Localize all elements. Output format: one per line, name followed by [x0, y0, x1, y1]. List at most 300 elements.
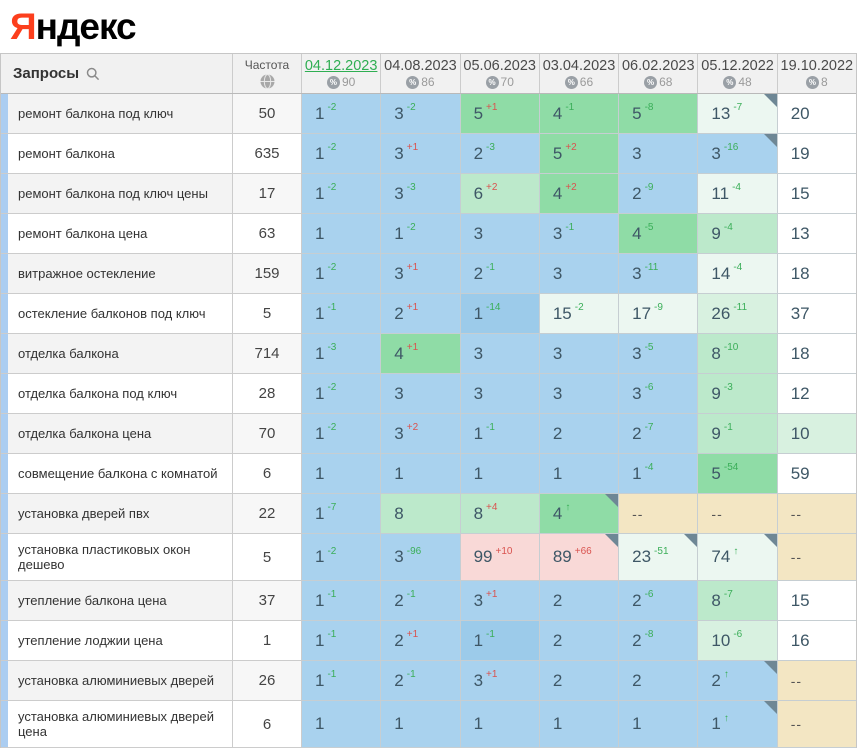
search-icon[interactable]: [86, 67, 100, 81]
position-cell[interactable]: [302, 581, 381, 621]
date-column-header[interactable]: [302, 54, 381, 93]
position-cell[interactable]: [540, 94, 619, 134]
position-cell[interactable]: [778, 414, 856, 454]
position-cell[interactable]: [778, 534, 856, 581]
row-accent-strip[interactable]: [1, 374, 8, 413]
visibility-percent-value: 86: [421, 75, 435, 89]
query-cell[interactable]: [1, 494, 233, 534]
date-column-header[interactable]: [461, 54, 540, 93]
position-cell[interactable]: [619, 94, 698, 134]
position-cell[interactable]: [461, 174, 540, 214]
position-value: 1: [315, 263, 325, 283]
position-cell[interactable]: [461, 494, 540, 534]
position-cell[interactable]: [619, 174, 698, 214]
position-cell[interactable]: [619, 374, 698, 414]
query-label: ремонт балкона: [18, 146, 115, 161]
position-delta: +1: [486, 102, 498, 113]
snippet-corner-marker-icon[interactable]: [764, 661, 777, 674]
position-cell[interactable]: [381, 661, 460, 701]
position-cell[interactable]: [619, 454, 698, 494]
frequency-value: 70: [233, 414, 302, 454]
row-accent-strip[interactable]: [1, 254, 8, 293]
position-delta: -8: [644, 629, 654, 640]
position-value: 1: [315, 103, 325, 123]
date-column-header[interactable]: [381, 54, 460, 93]
position-cell[interactable]: [302, 254, 381, 294]
position-cell[interactable]: [698, 581, 777, 621]
date-link[interactable]: 19.10.2022: [780, 58, 854, 74]
visibility-percent-value: 48: [738, 75, 752, 89]
position-value: 3: [552, 343, 563, 363]
position-delta: -2: [327, 382, 337, 393]
position-delta: -11: [644, 262, 659, 273]
frequency-value: 28: [233, 374, 302, 414]
position-cell[interactable]: [461, 414, 540, 454]
query-cell[interactable]: [1, 254, 233, 294]
snippet-corner-marker-icon[interactable]: [605, 494, 618, 507]
frequency-value: 159: [233, 254, 302, 294]
row-accent-strip[interactable]: [1, 174, 8, 213]
position-cell[interactable]: [302, 621, 381, 661]
position-cell[interactable]: [619, 494, 698, 534]
query-label: остекление балконов под ключ: [18, 306, 206, 321]
frequency-column-header[interactable]: [233, 54, 302, 93]
position-value: 1: [394, 223, 404, 243]
position-value: 3: [473, 383, 484, 403]
date-link[interactable]: 05.06.2023: [463, 58, 536, 74]
position-delta: -4: [732, 182, 741, 193]
position-delta: -2: [327, 182, 337, 193]
frequency-value: 6: [233, 701, 302, 748]
query-label: ремонт балкона под ключ цены: [18, 186, 208, 201]
position-cell[interactable]: [461, 94, 540, 134]
position-cell[interactable]: [540, 374, 619, 414]
date-link[interactable]: 04.08.2023: [384, 58, 457, 74]
position-cell[interactable]: [381, 534, 460, 581]
position-value: 3: [394, 103, 404, 123]
position-value: 10: [790, 423, 810, 443]
position-cell[interactable]: [698, 294, 777, 334]
position-value: 1: [315, 223, 325, 243]
position-cell[interactable]: [381, 454, 460, 494]
date-link[interactable]: 05.12.2022: [701, 58, 774, 74]
snippet-corner-marker-icon[interactable]: [764, 94, 777, 107]
date-column-header[interactable]: [619, 54, 698, 93]
position-cell[interactable]: [619, 414, 698, 454]
position-cell[interactable]: [381, 294, 460, 334]
position-delta: -1: [565, 222, 575, 233]
position-cell[interactable]: [619, 701, 698, 748]
position-cell[interactable]: [302, 414, 381, 454]
position-value: 8: [473, 503, 484, 523]
position-cell[interactable]: [461, 621, 540, 661]
position-value: 1: [315, 303, 325, 323]
query-label: отделка балкона: [18, 346, 119, 361]
query-cell[interactable]: [1, 701, 233, 748]
position-cell[interactable]: [619, 534, 698, 581]
position-delta: -8: [644, 102, 654, 113]
position-value: 3: [632, 383, 642, 403]
position-cell[interactable]: [698, 494, 777, 534]
position-cell[interactable]: [698, 661, 777, 701]
query-row: [1, 661, 856, 701]
position-value: 2: [632, 590, 642, 610]
position-value: 2: [632, 183, 642, 203]
position-delta: +1: [486, 589, 498, 600]
position-delta: -7: [327, 502, 337, 513]
date-column-header[interactable]: [540, 54, 619, 93]
query-cell[interactable]: [1, 454, 233, 494]
position-delta: -1: [327, 302, 337, 313]
position-cell[interactable]: [461, 374, 540, 414]
position-value: --: [790, 716, 803, 732]
position-delta: -9: [654, 302, 663, 313]
query-cell[interactable]: [1, 621, 233, 661]
position-cell[interactable]: [461, 701, 540, 748]
position-cell[interactable]: [698, 94, 777, 134]
query-cell[interactable]: [1, 374, 233, 414]
position-cell[interactable]: [381, 174, 460, 214]
position-delta: -2: [574, 302, 584, 313]
position-cell[interactable]: [381, 334, 460, 374]
position-cell[interactable]: [778, 174, 856, 214]
position-value: 1: [315, 463, 325, 483]
position-cell[interactable]: [461, 294, 540, 334]
query-cell[interactable]: [1, 414, 233, 454]
query-row: [1, 134, 856, 174]
position-value: 2: [394, 630, 404, 650]
percent-icon: [565, 76, 578, 89]
percent-icon: [644, 76, 657, 89]
row-accent-strip[interactable]: [1, 94, 8, 133]
position-value: 15: [552, 303, 572, 323]
position-cell[interactable]: [778, 94, 856, 134]
query-label: отделка балкона под ключ: [18, 386, 178, 401]
visibility-percent-value: 70: [500, 75, 514, 89]
position-cell[interactable]: [778, 294, 856, 334]
position-cell[interactable]: [778, 134, 856, 174]
position-value: 1: [473, 463, 484, 483]
frequency-value: 50: [233, 94, 302, 134]
position-value: 4: [394, 343, 404, 363]
position-delta: -3: [486, 142, 495, 153]
query-cell[interactable]: [1, 214, 233, 254]
visibility-percent-value: 8: [820, 75, 828, 89]
position-cell[interactable]: [381, 414, 460, 454]
position-delta: -7: [733, 102, 743, 113]
position-cell[interactable]: [540, 254, 619, 294]
query-label: установка алюминиевых дверей: [18, 673, 214, 688]
query-row: [1, 294, 856, 334]
position-cell[interactable]: [540, 494, 619, 534]
snippet-corner-marker-icon[interactable]: [764, 134, 777, 147]
position-delta: -1: [723, 422, 733, 433]
position-cell[interactable]: [698, 454, 777, 494]
position-delta: -10: [723, 342, 739, 353]
position-cell[interactable]: [619, 621, 698, 661]
position-delta: -1: [327, 669, 337, 680]
position-cell[interactable]: [619, 661, 698, 701]
position-value: 59: [790, 463, 810, 483]
globe-icon: [260, 74, 275, 89]
position-value: 74: [711, 547, 731, 566]
position-delta: ↑: [723, 712, 729, 724]
position-delta: -1: [327, 589, 337, 600]
query-row: [1, 494, 856, 534]
position-value: 18: [790, 343, 810, 363]
position-cell[interactable]: [540, 534, 619, 581]
position-cell[interactable]: [778, 254, 856, 294]
position-value: 1: [315, 383, 325, 403]
position-value: 1: [315, 183, 325, 203]
query-cell[interactable]: [1, 134, 233, 174]
position-cell[interactable]: [302, 701, 381, 748]
position-cell[interactable]: [381, 134, 460, 174]
position-cell[interactable]: [619, 214, 698, 254]
yandex-logo[interactable]: [0, 0, 857, 53]
percent-icon: [723, 76, 736, 89]
row-accent-strip[interactable]: [1, 494, 8, 533]
position-value: 20: [790, 103, 810, 123]
position-cell[interactable]: [461, 581, 540, 621]
position-delta: -2: [406, 102, 416, 113]
position-value: 4: [552, 183, 563, 203]
position-value: 1: [473, 303, 484, 323]
position-value: 1: [632, 463, 642, 483]
row-accent-strip[interactable]: [1, 134, 8, 173]
query-row: [1, 254, 856, 294]
query-label: ремонт балкона под ключ: [18, 106, 174, 121]
query-cell[interactable]: [1, 334, 233, 374]
position-delta: -3: [327, 342, 337, 353]
position-delta: +1: [406, 342, 419, 353]
position-value: 1: [315, 423, 325, 443]
position-delta: -4: [644, 462, 654, 473]
snippet-corner-marker-icon[interactable]: [605, 534, 618, 547]
row-accent-strip[interactable]: [1, 454, 8, 493]
date-link[interactable]: 03.04.2023: [542, 58, 616, 74]
position-cell[interactable]: [698, 621, 777, 661]
query-cell[interactable]: [1, 534, 233, 581]
position-cell[interactable]: [381, 581, 460, 621]
date-column-header[interactable]: [698, 54, 777, 93]
position-cell[interactable]: [302, 94, 381, 134]
position-delta: -54: [723, 462, 739, 473]
snippet-corner-marker-icon[interactable]: [684, 534, 697, 547]
position-cell[interactable]: [302, 334, 381, 374]
position-cell[interactable]: [540, 334, 619, 374]
visibility-percent: [806, 75, 828, 89]
frequency-value: 1: [233, 621, 302, 661]
position-value: 2: [394, 303, 404, 323]
position-cell[interactable]: [778, 334, 856, 374]
position-cell[interactable]: [461, 334, 540, 374]
position-cell[interactable]: [540, 294, 619, 334]
position-cell[interactable]: [778, 621, 856, 661]
queries-header-label: Запросы: [13, 65, 80, 82]
query-cell[interactable]: [1, 94, 233, 134]
position-cell[interactable]: [698, 134, 777, 174]
position-delta: -1: [486, 629, 495, 640]
position-value: 4: [552, 503, 563, 523]
position-cell[interactable]: [302, 374, 381, 414]
query-cell[interactable]: [1, 294, 233, 334]
position-cell[interactable]: [381, 94, 460, 134]
position-delta: -1: [486, 422, 495, 433]
query-cell[interactable]: [1, 174, 233, 214]
row-accent-strip[interactable]: [1, 214, 8, 253]
query-label: витражное остекление: [18, 266, 156, 281]
position-value: 1: [315, 630, 325, 650]
position-cell[interactable]: [540, 174, 619, 214]
frequency-value: 37: [233, 581, 302, 621]
position-value: 14: [711, 263, 731, 283]
position-cell[interactable]: [302, 661, 381, 701]
position-value: 1: [315, 503, 325, 523]
position-cell[interactable]: [540, 621, 619, 661]
position-cell[interactable]: [461, 134, 540, 174]
position-cell[interactable]: [698, 174, 777, 214]
position-cell[interactable]: [698, 374, 777, 414]
position-value: 16: [790, 630, 810, 650]
position-cell[interactable]: [302, 134, 381, 174]
position-value: 5: [552, 143, 563, 163]
row-accent-strip[interactable]: [1, 661, 8, 700]
position-cell[interactable]: [381, 214, 460, 254]
row-accent-strip[interactable]: [1, 294, 8, 333]
position-cell[interactable]: [461, 254, 540, 294]
percent-icon: [327, 76, 340, 89]
position-cell[interactable]: [619, 254, 698, 294]
position-delta: -5: [644, 222, 654, 233]
position-delta: -2: [327, 142, 337, 153]
position-cell[interactable]: [619, 294, 698, 334]
snippet-corner-marker-icon[interactable]: [764, 534, 777, 547]
position-cell[interactable]: [381, 494, 460, 534]
position-value: 3: [394, 423, 404, 443]
position-cell[interactable]: [540, 414, 619, 454]
queries-column-header[interactable]: [1, 54, 233, 93]
position-cell[interactable]: [302, 454, 381, 494]
position-cell[interactable]: [778, 581, 856, 621]
position-cell[interactable]: [540, 214, 619, 254]
position-cell[interactable]: [698, 701, 777, 748]
position-value: 3: [552, 223, 563, 243]
position-delta: ↑: [565, 502, 571, 513]
position-cell[interactable]: [619, 134, 698, 174]
date-link[interactable]: 06.02.2023: [621, 58, 695, 74]
position-cell[interactable]: [778, 701, 856, 748]
position-value: 23: [632, 547, 652, 566]
position-cell[interactable]: [461, 661, 540, 701]
position-value: 2: [394, 590, 404, 610]
row-accent-strip[interactable]: [1, 581, 8, 620]
position-cell[interactable]: [540, 701, 619, 748]
frequency-value: 6: [233, 454, 302, 494]
position-cell[interactable]: [302, 214, 381, 254]
date-link[interactable]: 04.12.2023: [304, 58, 378, 74]
position-cell[interactable]: [778, 661, 856, 701]
date-column-header[interactable]: [778, 54, 856, 93]
position-value: 37: [790, 303, 810, 323]
position-delta: -4: [723, 222, 733, 233]
position-cell[interactable]: [461, 214, 540, 254]
position-value: 1: [552, 463, 563, 483]
row-accent-strip[interactable]: [1, 414, 8, 453]
snippet-corner-marker-icon[interactable]: [764, 701, 777, 714]
position-value: 2: [552, 423, 563, 443]
position-value: 2: [473, 263, 484, 283]
position-cell[interactable]: [619, 334, 698, 374]
position-cell[interactable]: [381, 701, 460, 748]
position-value: 4: [552, 103, 563, 123]
position-cell[interactable]: [698, 254, 777, 294]
yandex-logo-rest: ндекс: [35, 6, 136, 47]
position-cell[interactable]: [778, 494, 856, 534]
position-cell[interactable]: [381, 254, 460, 294]
position-delta: -3: [723, 382, 733, 393]
position-value: 5: [473, 103, 484, 123]
position-cell[interactable]: [302, 294, 381, 334]
position-value: 8: [711, 590, 721, 610]
percent-icon: [406, 76, 419, 89]
position-cell[interactable]: [778, 454, 856, 494]
row-accent-strip[interactable]: [1, 334, 8, 373]
position-value: 13: [790, 223, 810, 243]
position-value: 3: [632, 263, 642, 283]
position-delta: -2: [406, 222, 416, 233]
position-cell[interactable]: [698, 414, 777, 454]
position-delta: -16: [723, 142, 739, 153]
position-value: 2: [552, 590, 563, 610]
visibility-percent: [644, 75, 672, 89]
row-accent-strip[interactable]: [1, 621, 8, 660]
position-value: 3: [632, 143, 642, 163]
percent-icon: [806, 76, 819, 89]
position-cell[interactable]: [461, 454, 540, 494]
position-cell[interactable]: [540, 581, 619, 621]
position-cell[interactable]: [698, 534, 777, 581]
position-cell[interactable]: [778, 374, 856, 414]
position-cell[interactable]: [540, 454, 619, 494]
position-delta: -11: [733, 302, 748, 313]
position-delta: -96: [406, 545, 422, 557]
position-cell[interactable]: [302, 174, 381, 214]
position-cell[interactable]: [778, 214, 856, 254]
position-cell[interactable]: [698, 334, 777, 374]
position-value: 1: [711, 714, 721, 733]
visibility-percent: [406, 75, 434, 89]
query-label: отделка балкона цена: [18, 426, 152, 441]
position-cell[interactable]: [302, 534, 381, 581]
position-cell[interactable]: [461, 534, 540, 581]
query-cell[interactable]: [1, 581, 233, 621]
frequency-value: 5: [233, 534, 302, 581]
position-cell[interactable]: [619, 581, 698, 621]
position-cell[interactable]: [698, 214, 777, 254]
position-cell[interactable]: [381, 374, 460, 414]
row-accent-strip[interactable]: [1, 534, 8, 580]
position-delta: -14: [486, 302, 501, 313]
row-accent-strip[interactable]: [1, 701, 8, 747]
query-cell[interactable]: [1, 661, 233, 701]
position-cell[interactable]: [381, 621, 460, 661]
position-cell[interactable]: [540, 134, 619, 174]
position-value: 5: [711, 463, 721, 483]
position-value: --: [790, 549, 803, 565]
position-cell[interactable]: [302, 494, 381, 534]
position-cell[interactable]: [540, 661, 619, 701]
